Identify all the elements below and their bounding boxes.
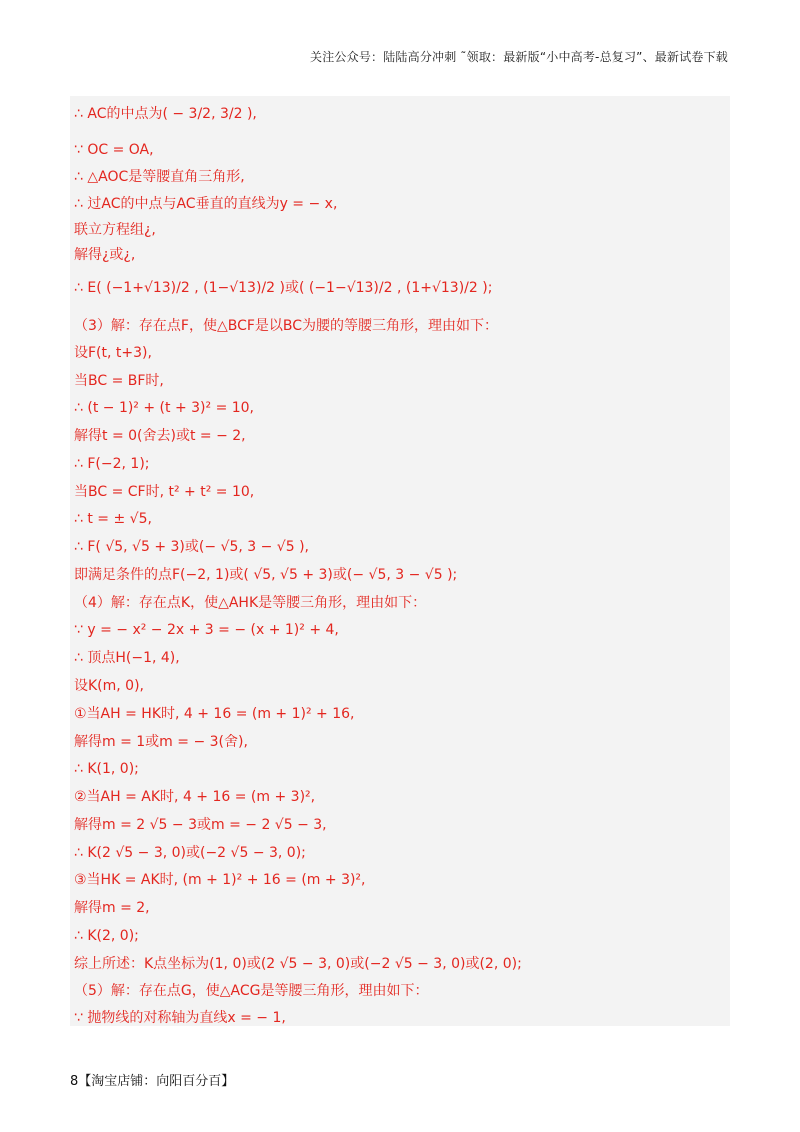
- solution-line: ∵ OC = OA,: [74, 142, 154, 158]
- solution-line: 解得t = 0(舍去)或t = − 2,: [74, 428, 246, 444]
- solution-line: ∴ K(2 √5 − 3, 0)或(−2 √5 − 3, 0);: [74, 845, 306, 861]
- solution-line: ∴ t = ± √5,: [74, 511, 152, 527]
- solution-line: ∵ 抛物线的对称轴为直线x = − 1,: [74, 1010, 286, 1026]
- solution-line: 解得m = 2 √5 − 3或m = − 2 √5 − 3,: [74, 817, 327, 833]
- solution-line: ∴ F(−2, 1);: [74, 456, 150, 472]
- solution-line: ②当AH = AK时, 4 + 16 = (m + 3)²,: [74, 789, 316, 805]
- page-header: 关注公众号：陆陆高分冲刺 ˜领取：最新版“小中高考-总复习”、最新试卷下载: [310, 50, 728, 64]
- solution-line: ∴ AC的中点为( − 3/2, 3/2 ),: [74, 106, 257, 122]
- solution-line: ∴ F( √5, √5 + 3)或(− √5, 3 − √5 ),: [74, 539, 309, 555]
- solution-line: 解得¿或¿,: [74, 247, 136, 263]
- solution-line: ∵ y = − x² − 2x + 3 = − (x + 1)² + 4,: [74, 622, 339, 638]
- solution-line: 联立方程组¿,: [74, 222, 156, 238]
- solution-line: ∴ 过AC的中点与AC垂直的直线为y = − x,: [74, 196, 338, 212]
- solution-line: （4）解：存在点K，使△AHK是等腰三角形，理由如下：: [74, 595, 427, 611]
- solution-line: 即满足条件的点F(−2, 1)或( √5, √5 + 3)或(− √5, 3 − √5 );: [74, 567, 458, 583]
- page-footer: 8【淘宝店铺：向阳百分百】: [70, 1074, 235, 1089]
- solution-line: 综上所述：K点坐标为(1, 0)或(2 √5 − 3, 0)或(−2 √5 − 3, 0)或(2, 0);: [74, 956, 522, 972]
- solution-line: ∴ (t − 1)² + (t + 3)² = 10,: [74, 400, 255, 416]
- solution-line: ∴ K(1, 0);: [74, 761, 139, 777]
- solution-line: （3）解：存在点F，使△BCF是以BC为腰的等腰三角形，理由如下：: [74, 318, 499, 334]
- solution-line: ∴ △AOC是等腰直角三角形,: [74, 169, 245, 185]
- solution-line: 设F(t, t+3),: [74, 345, 152, 361]
- solution-line: ③当HK = AK时, (m + 1)² + 16 = (m + 3)²,: [74, 872, 366, 888]
- solution-line: （5）解：存在点G，使△ACG是等腰三角形，理由如下：: [74, 983, 429, 999]
- solution-content: [70, 96, 730, 1026]
- solution-line: 解得m = 1或m = − 3(舍),: [74, 734, 248, 750]
- solution-line: 当BC = CF时, t² + t² = 10,: [74, 484, 255, 500]
- solution-line: ∴ K(2, 0);: [74, 928, 139, 944]
- solution-line: 当BC = BF时,: [74, 373, 164, 389]
- solution-line: ①当AH = HK时, 4 + 16 = (m + 1)² + 16,: [74, 706, 355, 722]
- solution-line: ∴ 顶点H(−1, 4),: [74, 650, 180, 666]
- solution-line: ∴ E( (−1+√13)/2 , (1−√13)/2 )或( (−1−√13)/2 , (1+√13)/2 );: [74, 280, 493, 296]
- solution-line: 设K(m, 0),: [74, 678, 144, 694]
- solution-line: 解得m = 2,: [74, 900, 150, 916]
